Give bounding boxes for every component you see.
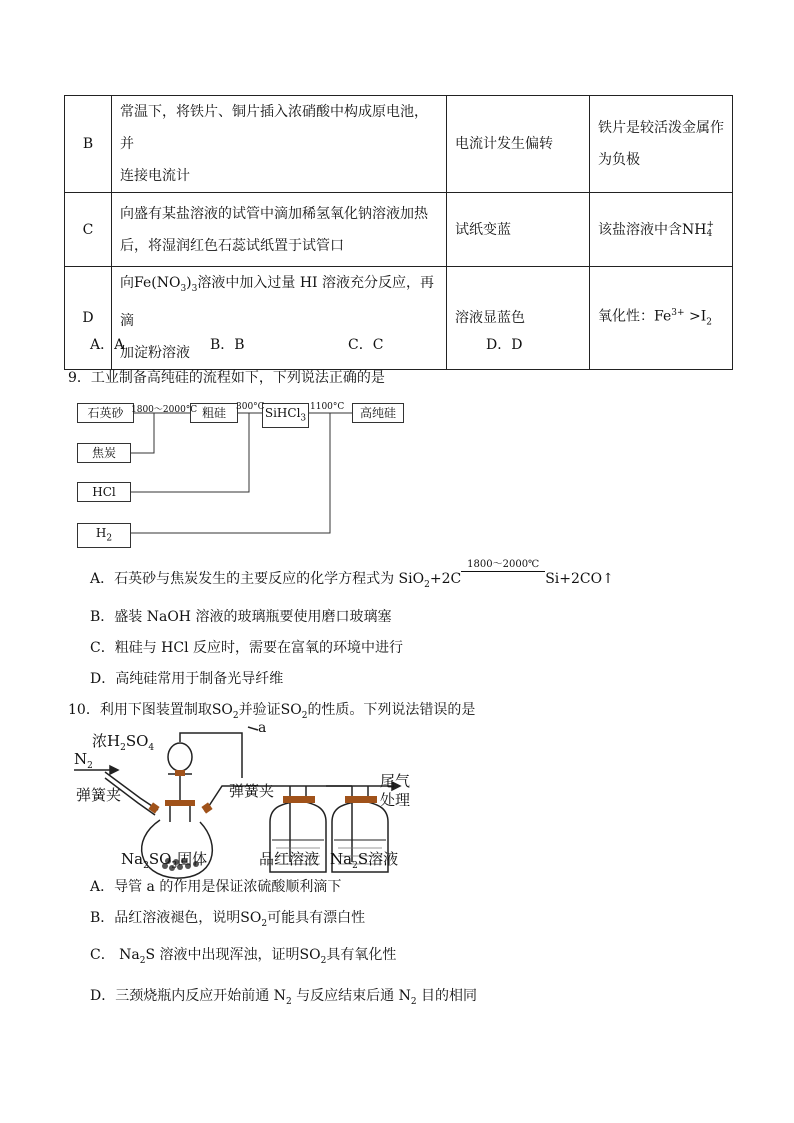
quartz-sand-box: 石英砂 [77, 403, 134, 423]
operation-line: 向盛有某盐溶液的试管中滴加稀氢氧化钠溶液加热 [120, 205, 428, 222]
row-label: C [65, 193, 112, 267]
operation-line: 连接电流计 [120, 168, 190, 184]
hcl-box: HCl [77, 482, 131, 502]
clamp-label-1: 弹簧夹 [76, 786, 122, 804]
q9-option-b: B．盛装 NaOH 溶液的玻璃瓶要使用磨口玻璃塞 [90, 609, 392, 625]
conclusion-line: 铁片是较活泼金属作 [598, 120, 724, 136]
question-10-stem: 10．利用下图装置制取$SO_2$并验证$SO_2$的性质。下列说法错误的是 [68, 702, 476, 721]
phenomenon-cell: 电流计发生偏转 [447, 96, 590, 193]
operation-line: 后，将湿润红色石蕊试纸置于试管口 [120, 237, 344, 254]
phenomenon-cell: 溶液显蓝色 [447, 267, 590, 370]
option-a: A．A [90, 337, 125, 353]
temp-label-2: 300°C [236, 402, 265, 412]
question-9-stem: 9．工业制备高纯硅的流程如下，下列说法正确的是 [68, 370, 385, 386]
operation-line: 常温下，将铁片、铜片插入浓硝酸中构成原电池，并 [120, 104, 428, 152]
count-sub: 4 [706, 228, 713, 239]
fuchsin-label: 品红溶液 [259, 850, 320, 868]
q10-option-d: D．三颈烧瓶内反应开始前通 $N_2$ 与反应结束后通 $N_2$ 目的相同 [90, 988, 478, 1007]
row-label: B [65, 96, 112, 193]
temp-label-1: 1800～2000°C [131, 405, 198, 415]
operation-line: 加淀粉溶液 [120, 344, 190, 361]
q9-option-d: D．高纯硅常用于制备光导纤维 [90, 671, 284, 687]
conc-h2so4-label: 浓$H_2SO_4$ [92, 732, 155, 753]
n2-label: $N_2$ [74, 750, 93, 771]
conclusion-text: 该盐溶液中含NH [598, 221, 707, 238]
option-b: B．B [210, 337, 245, 353]
na2s-label: $Na_2S$溶液 [330, 850, 399, 871]
q9-option-a: A．石英砂与焦炭发生的主要反应的化学方程式为 SiO$_2$+2C 1800～2000℃ Si+2CO↑ [90, 559, 614, 590]
temp-label-3: 1100°C [310, 402, 345, 412]
conclusion-line: 为负极 [598, 152, 640, 168]
q10-option-c: C． $Na_2S$ 溶液中出现浑浊，证明$SO_2$具有氧化性 [90, 947, 397, 966]
h2-box: $H_2$ [77, 523, 131, 548]
coke-box: 焦炭 [77, 443, 131, 463]
sihcl3-box: SiHCl$_3$ [262, 403, 309, 428]
reaction-condition: 1800～2000℃ [461, 559, 545, 572]
clamp-label-2: 弹簧夹 [229, 782, 275, 800]
option-c: C．C [348, 337, 384, 353]
tube-a-label: a [258, 720, 267, 736]
pure-silicon-box: 高纯硅 [352, 403, 404, 423]
q10-option-b: B．品红溶液褪色，说明$SO_2$可能具有漂白性 [90, 910, 366, 929]
operation-line: 向$Fe(NO_3)_3$溶液中加入过量 HI 溶液充分反应，再滴 [120, 275, 435, 329]
option-d: D．D [486, 337, 523, 353]
charge-sup: + [706, 219, 715, 230]
conclusion-cell: 氧化性：$Fe^{3+} >I_2$ [590, 267, 733, 370]
q10-option-a: A．导管 a 的作用是保证浓硫酸顺利滴下 [90, 879, 342, 895]
crude-silicon-box: 粗硅 [190, 403, 238, 423]
na2so3-label: $Na_2SO_3$固体 [121, 850, 208, 871]
q9-option-c: C．粗硅与 HCl 反应时，需要在富氧的环境中进行 [90, 640, 404, 656]
phenomenon-cell: 试纸变蓝 [447, 193, 590, 267]
tail-gas-label: 尾气 处理 [380, 772, 411, 809]
row-label: D [65, 267, 112, 370]
